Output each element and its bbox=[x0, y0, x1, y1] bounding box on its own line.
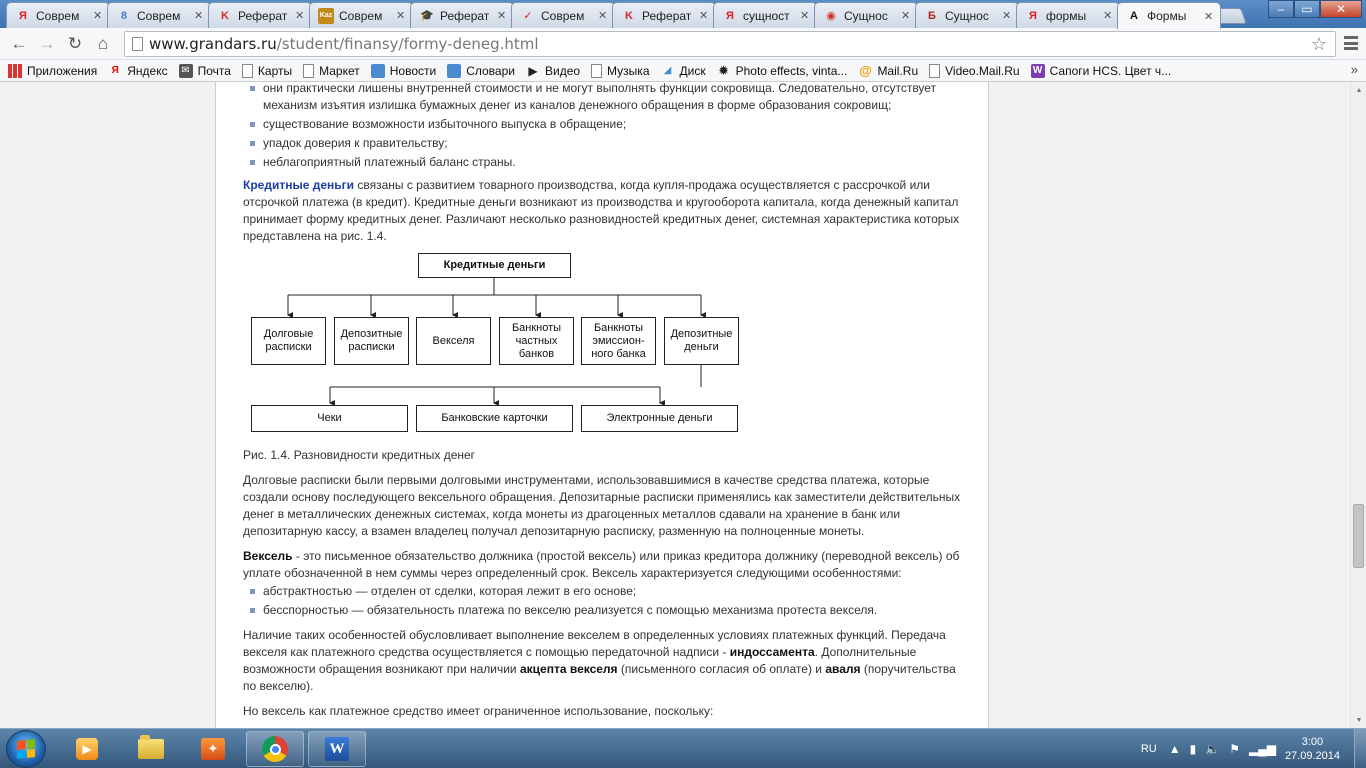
doc-icon bbox=[303, 64, 314, 78]
start-button[interactable] bbox=[6, 730, 46, 768]
tab-3[interactable] bbox=[208, 2, 312, 28]
bookmark-label: Mail.Ru bbox=[877, 63, 919, 78]
w-icon: W bbox=[1031, 64, 1045, 78]
bookmark-label: Photo effects, vinta... bbox=[735, 63, 848, 78]
tab-label: Реферат bbox=[440, 8, 490, 23]
vertical-scrollbar[interactable] bbox=[1350, 82, 1366, 728]
mailru-icon: @ bbox=[859, 63, 872, 78]
show-desktop-button[interactable] bbox=[1354, 729, 1366, 768]
tab-5[interactable] bbox=[410, 2, 514, 28]
menu-icon[interactable] bbox=[1344, 36, 1358, 50]
tab-label: Соврем bbox=[36, 8, 80, 23]
mail-icon: ✉ bbox=[179, 64, 193, 78]
scrollbar-thumb[interactable] bbox=[1353, 504, 1364, 568]
tab-label: Сущнос bbox=[945, 8, 989, 23]
bookmark-label: Сапоги HCS. Цвет ч... bbox=[1049, 63, 1172, 78]
diagram-box: Банкноты частных банков bbox=[499, 317, 574, 365]
term-acceptance: акцепта векселя bbox=[519, 662, 618, 676]
tab-favicon-icon: A bbox=[1130, 10, 1138, 22]
tab-10[interactable] bbox=[915, 2, 1019, 28]
media-player-icon: ▶ bbox=[76, 738, 98, 760]
grid-icon bbox=[8, 64, 22, 78]
tab-9[interactable] bbox=[814, 2, 918, 28]
list-item: существование возможности избыточного выпуска в обращение; bbox=[243, 116, 968, 133]
tab-favicon-icon: K bbox=[625, 9, 633, 22]
credit-money-diagram bbox=[250, 253, 750, 441]
ya-icon: Я bbox=[111, 65, 119, 76]
term-aval: аваля bbox=[825, 662, 861, 676]
bookmark-item[interactable] bbox=[929, 64, 1019, 78]
bookmark-star-icon[interactable]: ☆ bbox=[1310, 34, 1327, 55]
tab-favicon-icon: 🎓 bbox=[420, 10, 434, 22]
bullet-list-top bbox=[243, 82, 968, 171]
tab-11[interactable] bbox=[1016, 2, 1120, 28]
folder-icon bbox=[138, 739, 164, 759]
bill-text: - это письменное обязательство должника (простой вексель) или приказ кредитора должнику (переводной вексель) об уплате обозначенной в нем суммы через определенный срок. Вексель характеризуется следующими особенностями: bbox=[243, 549, 960, 580]
paragraph-bill bbox=[243, 548, 968, 582]
left-gutter bbox=[0, 82, 216, 728]
bookmark-item[interactable] bbox=[303, 64, 360, 78]
tab-close-icon[interactable]: ✕ bbox=[497, 10, 507, 22]
taskbar-word[interactable] bbox=[308, 731, 366, 767]
tab-close-icon[interactable]: ✕ bbox=[800, 10, 810, 22]
home-icon[interactable]: ⌂ bbox=[97, 34, 109, 53]
tab-favicon-icon: Б bbox=[928, 9, 936, 22]
reload-icon[interactable]: ↻ bbox=[67, 34, 83, 53]
tab-2[interactable] bbox=[107, 2, 211, 28]
bookmark-label: Диск bbox=[679, 63, 706, 78]
bookmark-label: Яндекс bbox=[127, 63, 168, 78]
list-item: они практически лишены внутренней стоимости и не могут выполнять функции сокровища. Следовательно, отсутствует механизм изъятия излишка бумажных денег из каналов денежного обращения в форме образования сокровищ; bbox=[243, 82, 968, 114]
diagram-box: Банковские карточки bbox=[416, 405, 573, 432]
forward-arrow-icon[interactable]: → bbox=[38, 34, 56, 53]
volume-icon[interactable]: 🔈 bbox=[1205, 742, 1221, 756]
list-item: неблагоприятный платежный баланс страны. bbox=[243, 154, 968, 171]
list-item: упадок доверия к правительству; bbox=[243, 135, 968, 152]
tab-strip bbox=[0, 0, 1366, 28]
bookmark-item[interactable] bbox=[447, 64, 515, 78]
tab-close-icon[interactable]: ✕ bbox=[295, 10, 305, 22]
tab-close-icon[interactable]: ✕ bbox=[699, 10, 709, 22]
bookmark-item[interactable] bbox=[179, 64, 231, 78]
scroll-down-icon[interactable]: ▼ bbox=[1355, 716, 1363, 724]
bookmark-item[interactable] bbox=[858, 64, 918, 78]
word-icon: W bbox=[325, 737, 349, 761]
close-window-icon[interactable]: ✕ bbox=[1320, 0, 1362, 18]
tab-4[interactable] bbox=[309, 2, 413, 28]
list-item: бесспорностью — обязательность платежа по векселю реализуется с помощью механизма протеста векселя. bbox=[243, 602, 968, 619]
tab-favicon-icon: ◉ bbox=[826, 10, 836, 22]
network-icon[interactable]: ▂▄▆ bbox=[1248, 742, 1276, 756]
tab-label: формы bbox=[1046, 8, 1087, 23]
bookmark-label: Новости bbox=[389, 63, 437, 78]
credit-money-text: связаны с развитием товарного производства, когда купля-продажа осуществляется с рассрочкой или отсрочкой платежа (в кредит). Кредитные деньги возникают из производства и кругооборота капитала, когда денежный капитал принимает форму кредитных денег. Различают несколько разновидностей кредитных денег, системная характеристика которых представлена на рис. 1.4. bbox=[243, 178, 960, 243]
bookmark-item[interactable] bbox=[717, 64, 848, 78]
clock[interactable] bbox=[1285, 735, 1340, 763]
minimize-icon[interactable]: – bbox=[1268, 0, 1294, 18]
tab-close-icon[interactable]: ✕ bbox=[598, 10, 608, 22]
windows-logo-icon bbox=[17, 739, 35, 759]
bookmark-item[interactable] bbox=[661, 64, 706, 78]
bookmark-item[interactable] bbox=[242, 64, 292, 78]
chrome-icon bbox=[262, 736, 288, 762]
tab-label: сущност bbox=[743, 8, 790, 23]
tab-label: Соврем bbox=[339, 8, 383, 23]
tab-close-icon[interactable]: ✕ bbox=[1002, 10, 1012, 22]
term-bill: Вексель bbox=[243, 549, 293, 563]
bookmark-label: Приложения bbox=[27, 63, 98, 78]
tab-label: Соврем bbox=[137, 8, 181, 23]
scroll-up-icon[interactable]: ▲ bbox=[1355, 86, 1363, 94]
tab-favicon-icon: ✓ bbox=[523, 10, 533, 22]
bookmark-item[interactable] bbox=[8, 64, 97, 78]
tab-label: Реферат bbox=[642, 8, 692, 23]
bookmark-label: Словари bbox=[466, 63, 515, 78]
page-viewport bbox=[0, 82, 1350, 728]
tab-label: Формы bbox=[1147, 9, 1187, 23]
tab-favicon-icon: Kaz bbox=[318, 8, 334, 24]
article-body bbox=[243, 82, 968, 728]
url-path: /student/finansy/formy-deneg.html bbox=[276, 35, 539, 53]
doc-icon bbox=[591, 64, 602, 78]
features-text-4: (поручительства по векселю). bbox=[243, 662, 956, 693]
tab-label: Соврем bbox=[541, 8, 585, 23]
bookmark-item[interactable] bbox=[108, 64, 167, 78]
diagram-box: Банкноты эмиссион-ного банка bbox=[581, 317, 656, 365]
figure-caption: Рис. 1.4. Разновидности кредитных денег bbox=[243, 448, 476, 462]
tab-label: Сущнос bbox=[844, 8, 888, 23]
diagram-box: Депозитные расписки bbox=[334, 317, 409, 365]
system-tray bbox=[1141, 729, 1366, 768]
tab-close-icon[interactable]: ✕ bbox=[1204, 10, 1214, 23]
browser-toolbar bbox=[0, 28, 1366, 60]
bookmark-label: Почта bbox=[197, 63, 231, 78]
features-text-3: (письменного согласия об оплате) и bbox=[617, 662, 826, 676]
bookmark-label: Video.Mail.Ru bbox=[945, 63, 1020, 78]
bookmark-item[interactable] bbox=[591, 64, 649, 78]
diagram-root-box: Кредитные деньги bbox=[418, 253, 571, 278]
photo-icon: ✹ bbox=[718, 62, 730, 78]
paragraph-credit-money bbox=[243, 177, 968, 245]
show-hidden-icons-icon[interactable]: ▲ bbox=[1168, 742, 1181, 756]
page-icon bbox=[132, 37, 143, 51]
paragraph-receipts: Долговые расписки были первыми долговыми инструментами, использовавшимися в качестве средства платежа, которые создали основу последующего вексельного обращения. Депозитарные расписки применялись как заместители действительных денег в металлических денежных системах, когда монеты из драгоценных металлов сдавали на хранение в банк или депозитарную кассу, а взамен владелец получал депозитарную расписку, разменную на полноценные монеты. bbox=[243, 473, 961, 538]
taskbar-explorer[interactable] bbox=[122, 731, 180, 767]
tab-1[interactable] bbox=[6, 2, 110, 28]
bullet-list-bill bbox=[243, 583, 968, 619]
right-gutter bbox=[988, 82, 1350, 728]
app-icon: ✦ bbox=[201, 738, 225, 760]
tab-close-icon[interactable]: ✕ bbox=[93, 10, 103, 22]
play-icon: ▶ bbox=[528, 63, 538, 78]
disk-icon: ◢ bbox=[663, 65, 672, 76]
tab-7[interactable] bbox=[612, 2, 716, 28]
doc-icon bbox=[242, 64, 253, 78]
diagram-box: Электронные деньги bbox=[581, 405, 738, 432]
taskbar-chrome[interactable] bbox=[246, 731, 304, 767]
paragraph-last: Но вексель как платежное средство имеет ограниченное использование, поскольку: bbox=[243, 704, 714, 718]
address-bar[interactable] bbox=[124, 31, 1336, 57]
diagram-box: Долговые расписки bbox=[251, 317, 326, 365]
bookmarks-bar bbox=[0, 60, 1366, 82]
url-host: www.grandars.ru bbox=[149, 35, 277, 53]
bookmark-label: Музыка bbox=[607, 63, 650, 78]
tab-favicon-icon: K bbox=[221, 9, 229, 22]
taskbar-app[interactable] bbox=[184, 731, 242, 767]
tab-close-icon[interactable]: ✕ bbox=[396, 10, 406, 22]
bookmark-item[interactable] bbox=[526, 64, 580, 78]
tab-favicon-icon: 8 bbox=[120, 9, 128, 22]
dict-icon bbox=[447, 64, 461, 78]
tab-6[interactable] bbox=[511, 2, 615, 28]
diagram-box: Депозитные деньги bbox=[664, 317, 739, 365]
clock-time: 3:00 bbox=[1301, 736, 1324, 748]
diagram-box: Векселя bbox=[416, 317, 491, 365]
paragraph-features bbox=[243, 627, 968, 695]
features-text-1: Наличие таких особенностей обусловливает выполнение векселем в определенных условиях платежных функций. Передача векселя как платежного средства осуществляется с помощью передаточной надписи - bbox=[243, 628, 946, 659]
tab-close-icon[interactable]: ✕ bbox=[194, 10, 204, 22]
clock-date: 27.09.2014 bbox=[1284, 750, 1340, 762]
more-bookmarks-icon[interactable]: » bbox=[1350, 62, 1358, 77]
features-text-2: . Дополнительные возможности обращения возникают при наличии bbox=[243, 645, 917, 676]
back-arrow-icon[interactable]: ← bbox=[10, 34, 28, 53]
tab-close-icon[interactable]: ✕ bbox=[901, 10, 911, 22]
bookmark-item[interactable] bbox=[1031, 64, 1172, 78]
taskbar bbox=[0, 728, 1366, 768]
tab-12[interactable] bbox=[1117, 2, 1221, 29]
tab-favicon-icon: Я bbox=[1029, 9, 1037, 22]
bookmark-label: Карты bbox=[257, 63, 293, 78]
list-item: абстрактностью — отделен от сделки, которая лежит в его основе; bbox=[243, 583, 968, 600]
window-controls bbox=[1268, 0, 1362, 20]
doc-icon bbox=[929, 64, 940, 78]
tab-close-icon[interactable]: ✕ bbox=[1103, 10, 1113, 22]
battery-icon[interactable]: ▮ bbox=[1189, 742, 1197, 756]
tab-favicon-icon: Я bbox=[19, 9, 27, 22]
action-center-flag-icon[interactable]: ⚑ bbox=[1229, 742, 1240, 756]
language-indicator[interactable]: RU bbox=[1140, 743, 1157, 755]
tab-label: Реферат bbox=[238, 8, 288, 23]
diagram-box: Чеки bbox=[251, 405, 408, 432]
bookmark-item[interactable] bbox=[371, 64, 436, 78]
maximize-icon[interactable]: ▭ bbox=[1294, 0, 1320, 18]
term-credit-money-link[interactable]: Кредитные деньги bbox=[243, 178, 354, 192]
tab-favicon-icon: Я bbox=[726, 9, 734, 22]
tab-8[interactable] bbox=[713, 2, 817, 28]
term-endorsement: индоссамента bbox=[729, 645, 815, 659]
taskbar-media-player[interactable] bbox=[58, 731, 116, 767]
dict-icon bbox=[371, 64, 385, 78]
bookmark-label: Видео bbox=[544, 63, 581, 78]
bookmark-label: Маркет bbox=[319, 63, 360, 78]
